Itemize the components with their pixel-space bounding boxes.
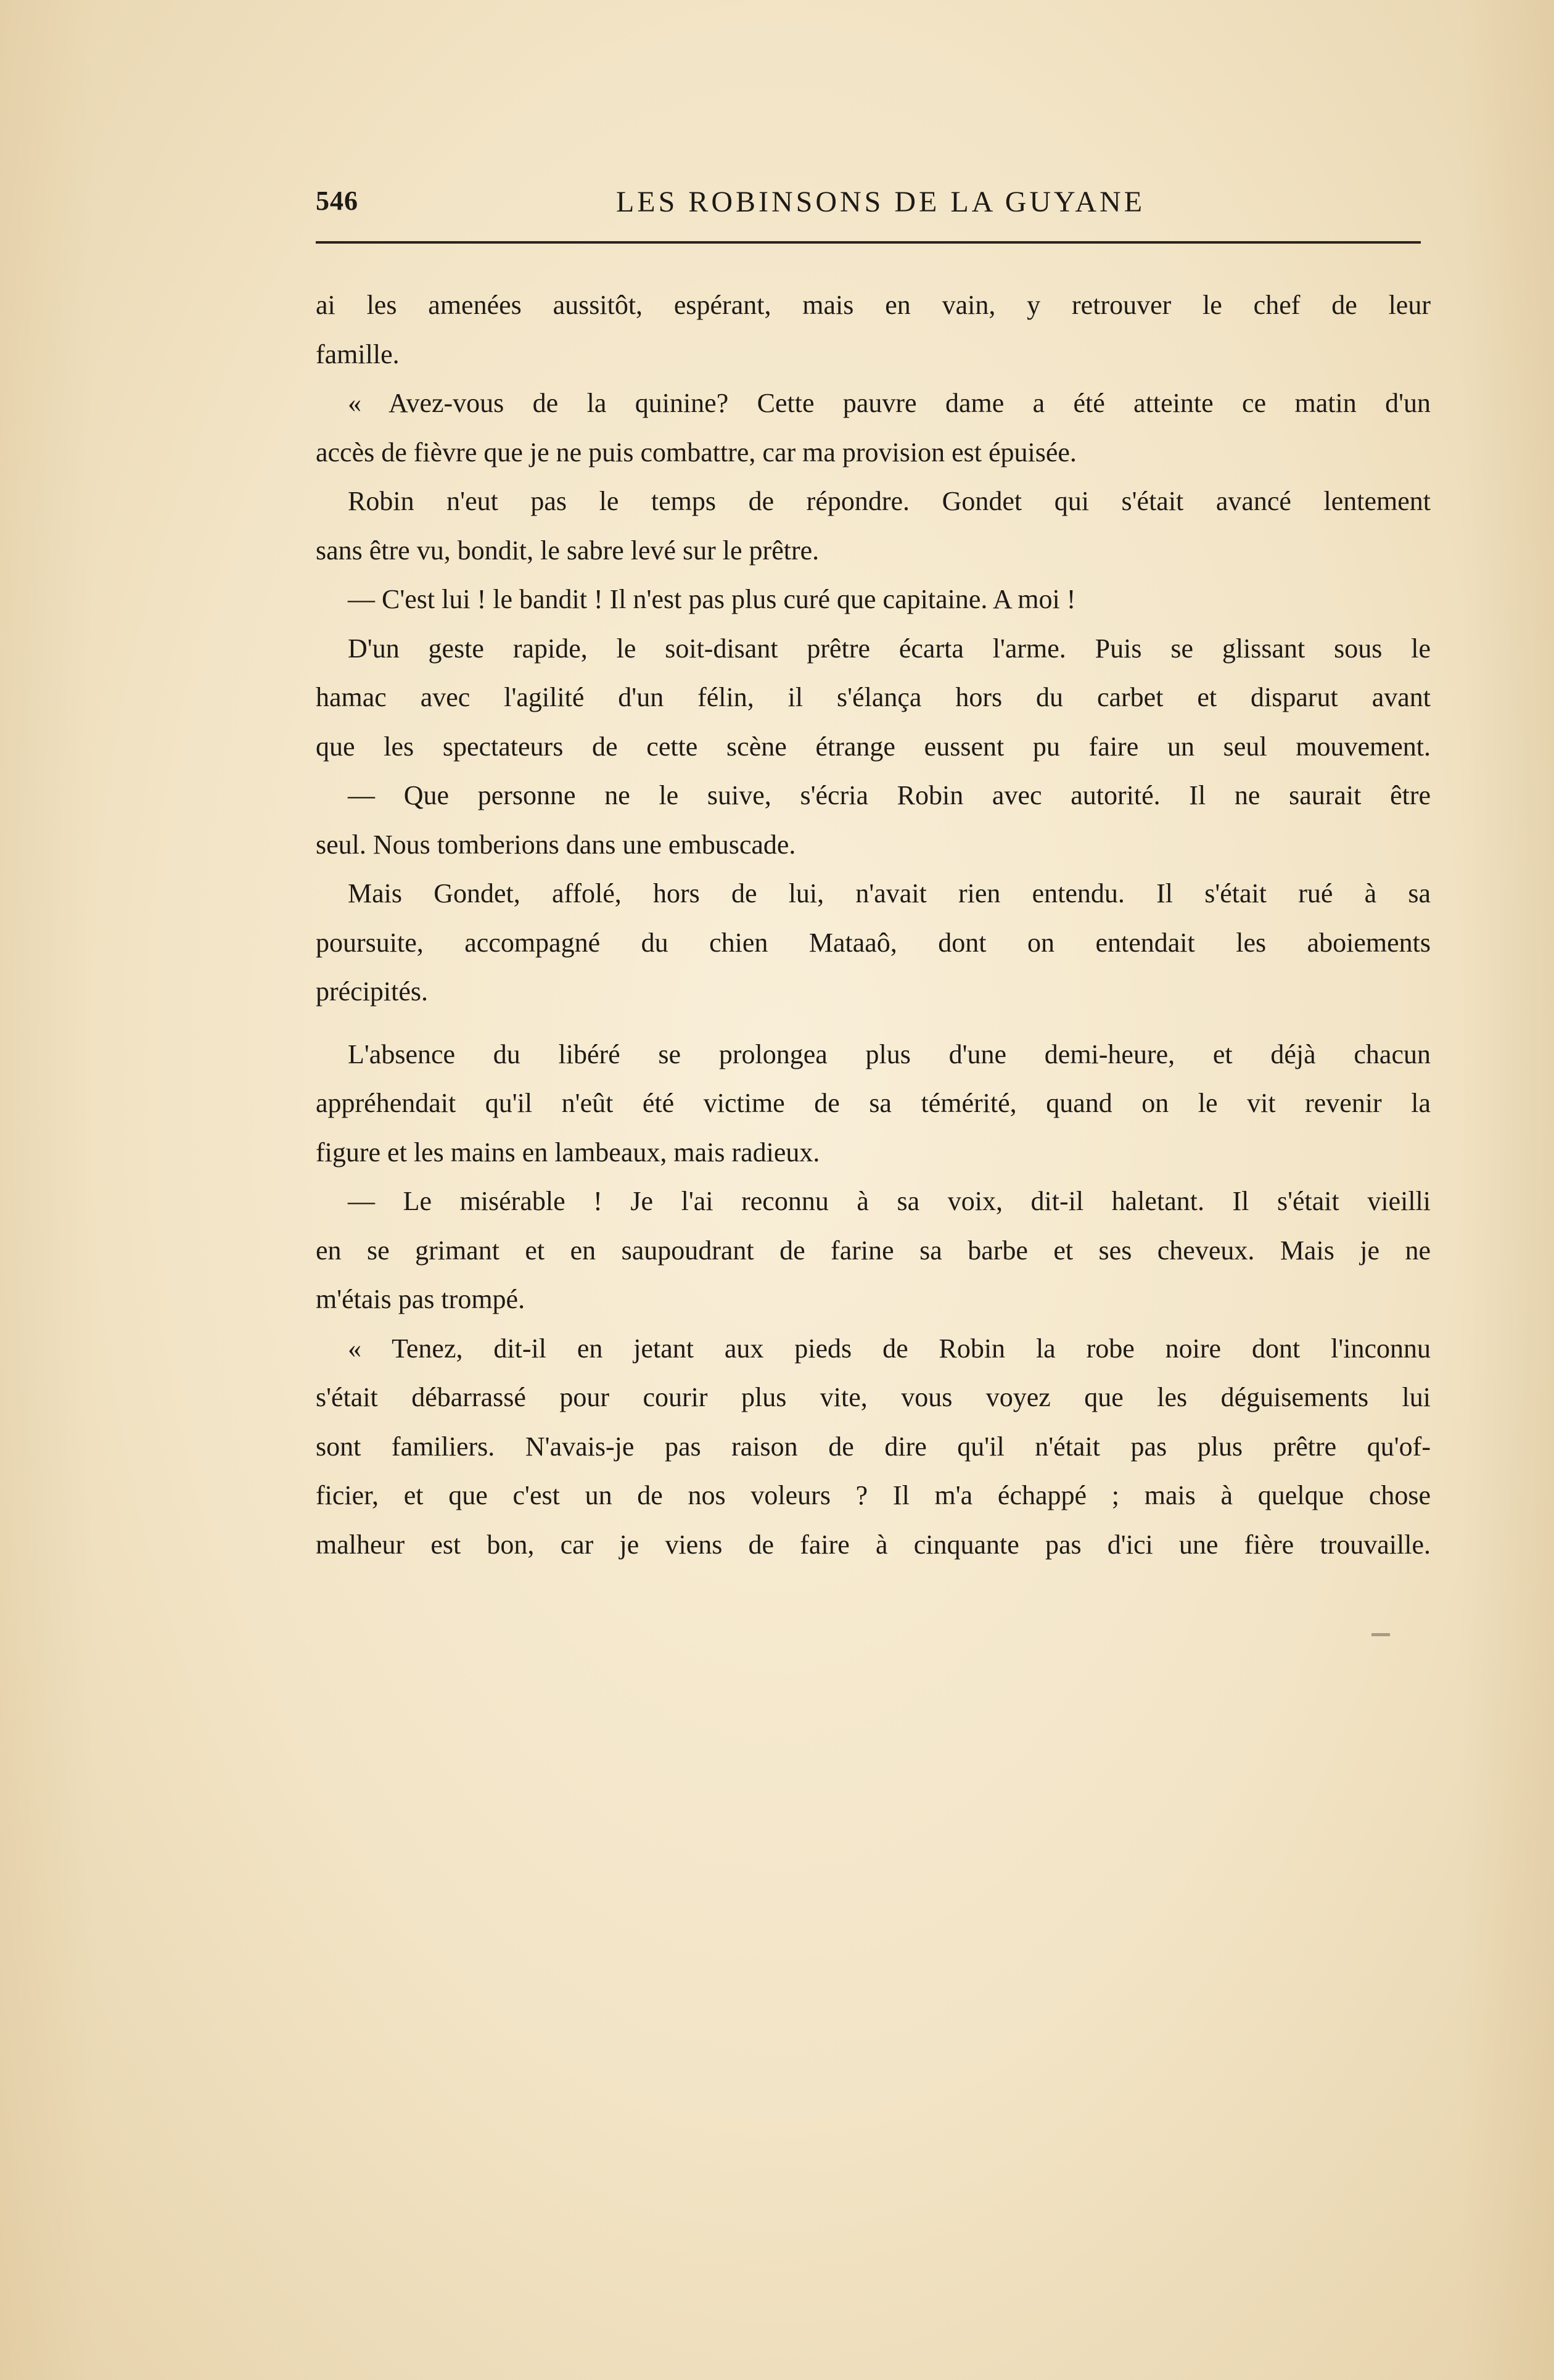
text-line: s'était débarrassé pour courir plus vite, vous voyez que les déguisements lui — [316, 1382, 1431, 1412]
text-line: malheur est bon, car je viens de faire à cinquante pas d'ici une fière trouvaille. — [316, 1529, 1431, 1560]
text-line: — Que personne ne le suive, s'écria Robin avec autorité. Il ne saurait être — [348, 780, 1431, 810]
paragraph — [316, 1177, 1431, 1324]
page-number: 546 — [316, 186, 358, 216]
text-line: seul. Nous tomberions dans une embuscade. — [316, 829, 796, 860]
paragraph — [316, 477, 1431, 575]
text-line: précipités. — [316, 976, 429, 1007]
text-line: D'un geste rapide, le soit-disant prêtre écarta l'arme. Puis se glissant sous le — [348, 633, 1431, 664]
running-head — [316, 185, 1421, 228]
text-line: ficier, et que c'est un de nos voleurs ? Il m'a échappé ; mais à quelque chose — [316, 1480, 1431, 1510]
paragraph — [316, 379, 1431, 477]
paragraph — [316, 869, 1431, 1016]
text-line: m'étais pas trompé. — [316, 1284, 525, 1314]
text-line: figure et les mains en lambeaux, mais radieux. — [316, 1137, 820, 1167]
text-line: « Avez-vous de la quinine? Cette pauvre dame a été atteinte ce matin d'un — [348, 388, 1431, 418]
text-line: accès de fièvre que je ne puis combattre, car ma provision est épuisée. — [316, 437, 1077, 467]
text-line: sont familiers. N'avais-je pas raison de dire qu'il n'était pas plus prêtre qu'of- — [316, 1431, 1431, 1462]
text-line: en se grimant et en saupoudrant de farine sa barbe et ses cheveux. Mais je ne — [316, 1235, 1431, 1266]
body-text — [316, 281, 1431, 1569]
text-line: que les spectateurs de cette scène étrange eussent pu faire un seul mouvement. — [316, 731, 1431, 762]
text-line: L'absence du libéré se prolongea plus d'une demi-heure, et déjà chacun — [348, 1039, 1431, 1069]
text-line: « Tenez, dit-il en jetant aux pieds de Robin la robe noire dont l'inconnu — [348, 1333, 1431, 1364]
paragraph-gap — [316, 1016, 1431, 1030]
text-line: Mais Gondet, affolé, hors de lui, n'avait rien entendu. Il s'était rué à sa — [348, 878, 1431, 908]
running-title: LES ROBINSONS DE LA GUYANE — [615, 186, 1146, 218]
paragraph — [316, 771, 1431, 869]
text-line: famille. — [316, 339, 400, 369]
paragraph — [316, 575, 1431, 624]
paragraph — [316, 281, 1431, 379]
text-line: poursuite, accompagné du chien Mataaô, dont on entendait les aboiements — [316, 927, 1431, 958]
paragraph — [316, 624, 1431, 772]
text-line: sans être vu, bondit, le sabre levé sur le prêtre. — [316, 535, 820, 566]
paragraph — [316, 1324, 1431, 1570]
text-line: — Le misérable ! Je l'ai reconnu à sa voix, dit-il haletant. Il s'était vieilli — [348, 1186, 1431, 1216]
paragraph — [316, 1030, 1431, 1177]
header-rule — [316, 241, 1421, 244]
text-line: Robin n'eut pas le temps de répondre. Gondet qui s'était avancé lentement — [348, 486, 1431, 516]
text-line: appréhendait qu'il n'eût été victime de sa témérité, quand on le vit revenir la — [316, 1088, 1431, 1118]
ink-mark — [1371, 1633, 1390, 1636]
text-line: ai les amenées aussitôt, espérant, mais en vain, y retrouver le chef de leur — [316, 290, 1431, 320]
text-line: — C'est lui ! le bandit ! Il n'est pas plus curé que capitaine. A moi ! — [348, 584, 1076, 614]
text-line: hamac avec l'agilité d'un félin, il s'élança hors du carbet et disparut avant — [316, 682, 1431, 712]
